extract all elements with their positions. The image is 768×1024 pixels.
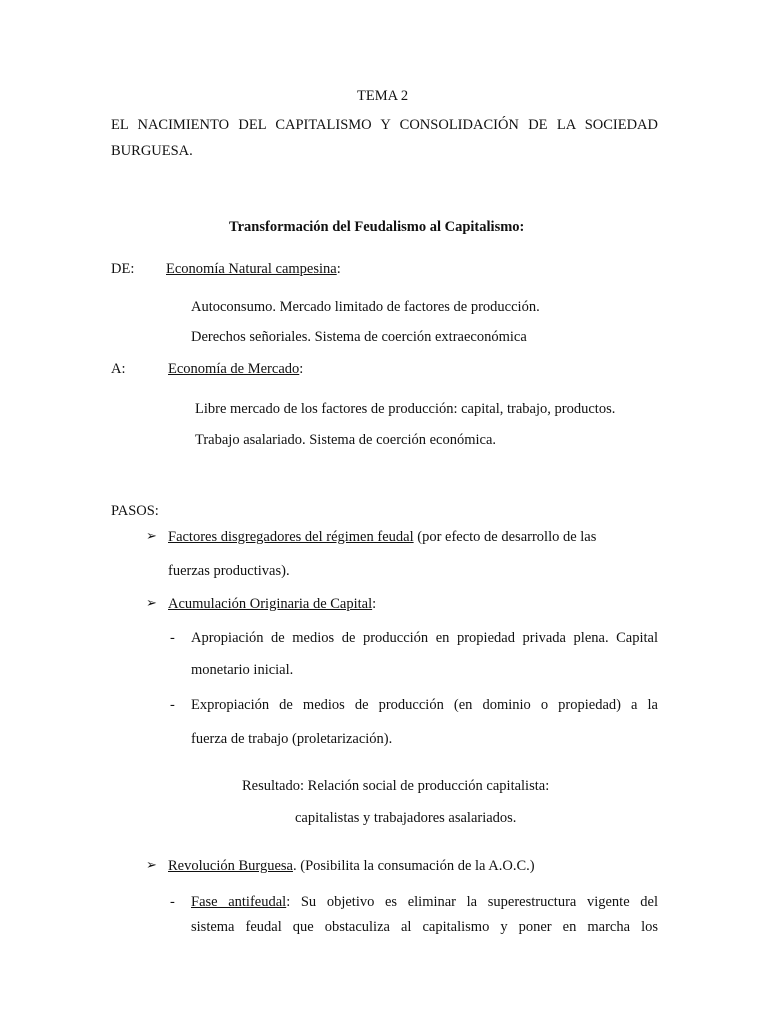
step3-sub1-line1: [191, 893, 658, 911]
document-title-line1: EL NACIMIENTO DEL CAPITALISMO Y CONSOLIDACIÓN DE LA SOCIEDAD: [111, 117, 658, 133]
de-item-1: Autoconsumo. Mercado limitado de factores de producción.: [191, 299, 540, 315]
step2-heading: Acumulación Originaria de Capital: [168, 596, 373, 612]
a-heading-colon: :: [299, 361, 304, 377]
a-item-2: Trabajo asalariado. Sistema de coerción económica.: [195, 432, 497, 448]
de-label: DE:: [111, 261, 135, 277]
step2-sub2-line2: fuerza de trabajo (proletarización).: [191, 731, 393, 747]
section-title: Transformación del Feudalismo al Capitalismo:: [229, 219, 525, 235]
step2-dash-2: -: [170, 697, 175, 713]
document-title-line2: BURGUESA.: [111, 143, 193, 159]
step3-sub1-rest: : Su objetivo es eliminar la superestructura vigente del: [286, 894, 659, 910]
pasos-label: PASOS:: [111, 503, 159, 519]
bullet-arrow-icon: ➢: [146, 596, 157, 611]
step2-sub2-line1: Expropiación de medios de producción (en dominio o propiedad) a la: [191, 697, 658, 713]
bullet-arrow-icon: ➢: [146, 858, 157, 873]
a-label: A:: [111, 361, 126, 377]
step3-line1: [168, 857, 535, 875]
step3-sub1-heading: Fase antifeudal: [191, 894, 287, 910]
a-item-1: Libre mercado de los factores de producción: capital, trabajo, productos.: [195, 401, 616, 417]
step1-rest: (por efecto de desarrollo de las: [413, 529, 597, 545]
step3-sub1-line2: sistema feudal que obstaculiza al capitalismo y poner en marcha los: [191, 919, 658, 935]
step3-heading: Revolución Burguesa: [168, 858, 293, 874]
step3-rest: . (Posibilita la consumación de la A.O.C.): [292, 858, 535, 874]
de-heading-colon: :: [336, 261, 341, 277]
step1-heading: Factores disgregadores del régimen feudal: [168, 529, 414, 545]
step2-colon: :: [372, 596, 377, 612]
tema-label: TEMA 2: [357, 88, 409, 104]
step2-sub1-line2: monetario inicial.: [191, 662, 294, 678]
a-heading-row: [168, 360, 303, 378]
step1-line1: [168, 528, 596, 546]
bullet-arrow-icon: ➢: [146, 529, 157, 544]
step2-sub1-line1: Apropiación de medios de producción en propiedad privada plena. Capital: [191, 630, 658, 646]
step1-line2: fuerzas productivas).: [168, 563, 290, 579]
result-line1: Resultado: Relación social de producción capitalista:: [242, 778, 550, 794]
step3-dash-1: -: [170, 894, 175, 910]
de-item-2: Derechos señoriales. Sistema de coerción extraeconómica: [191, 329, 527, 345]
de-heading: Economía Natural campesina: [166, 261, 337, 277]
result-line2: capitalistas y trabajadores asalariados.: [295, 810, 517, 826]
a-heading: Economía de Mercado: [168, 361, 300, 377]
de-heading-row: [166, 260, 341, 278]
step2-heading-row: [168, 595, 376, 613]
step2-dash-1: -: [170, 630, 175, 646]
